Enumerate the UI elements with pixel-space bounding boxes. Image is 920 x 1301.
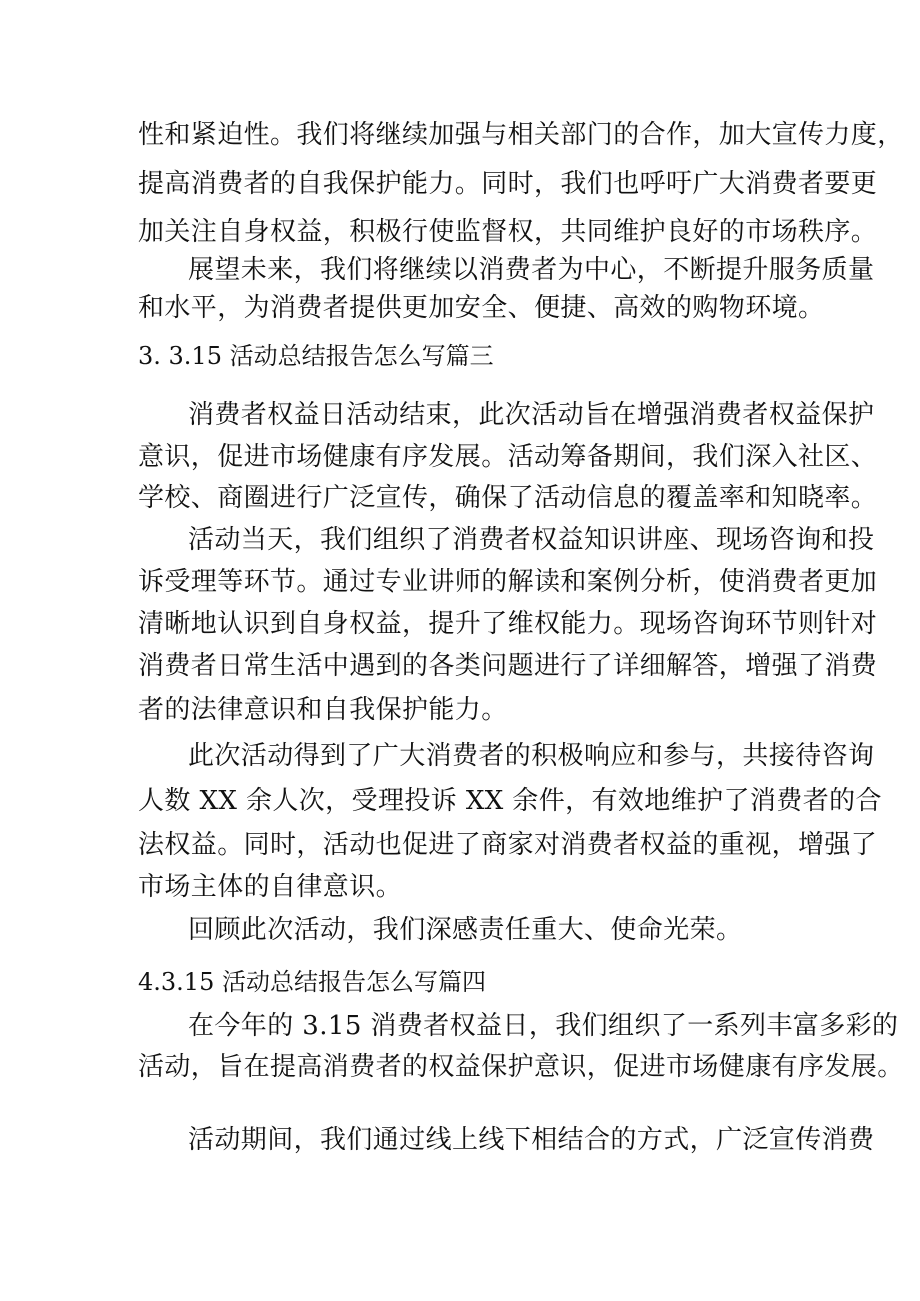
text-line: 此次活动得到了广大消费者的积极响应和参与，共接待咨询 [188,741,875,771]
text-line: 人数 XX 余人次，受理投诉 XX 余件，有效地维护了消费者的合 [138,786,882,816]
text-line: 展望未来，我们将继续以消费者为中心，不断提升服务质量 [188,255,875,285]
text-line: 清晰地认识到自身权益，提升了维权能力。现场咨询环节则针对 [138,609,878,639]
text-line: 活动，旨在提高消费者的权益保护意识，促进市场健康有序发展。 [138,1052,904,1082]
text-line: 消费者日常生活中遇到的各类问题进行了详细解答，增强了消费 [138,651,878,681]
text-line: 加关注自身权益，积极行使监督权，共同维护良好的市场秩序。 [138,217,878,247]
text-line: 性和紧迫性。我们将继续加强与相关部门的合作，加大宣传力度， [138,120,904,150]
text-line: 意识，促进市场健康有序发展。活动筹备期间，我们深入社区、 [138,442,878,472]
text-line: 和水平，为消费者提供更加安全、便捷、高效的购物环境。 [138,293,825,323]
text-line: 回顾此次活动，我们深感责任重大、使命光荣。 [188,915,743,945]
text-line: 市场主体的自律意识。 [138,872,403,902]
text-line: 消费者权益日活动结束，此次活动旨在增强消费者权益保护 [188,400,875,430]
text-line: 者的法律意识和自我保护能力。 [138,695,508,725]
text-line: 在今年的 3.15 消费者权益日，我们组织了一系列丰富多彩的 [188,1011,899,1041]
text-line: 活动期间，我们通过线上线下相结合的方式，广泛宣传消费 [188,1125,875,1155]
text-line: 学校、商圈进行广泛宣传，确保了活动信息的覆盖率和知晓率。 [138,483,878,513]
text-line: 诉受理等环节。通过专业讲师的解读和案例分析，使消费者更加 [138,567,878,597]
text-line: 提高消费者的自我保护能力。同时，我们也呼吁广大消费者要更 [138,169,878,199]
text-line: 活动当天，我们组织了消费者权益知识讲座、现场咨询和投 [188,525,875,555]
section-heading: 4.3.15 活动总结报告怎么写篇四 [138,968,486,996]
section-heading: 3. 3.15 活动总结报告怎么写篇三 [138,342,494,370]
text-line: 法权益。同时，活动也促进了商家对消费者权益的重视，增强了 [138,830,878,860]
